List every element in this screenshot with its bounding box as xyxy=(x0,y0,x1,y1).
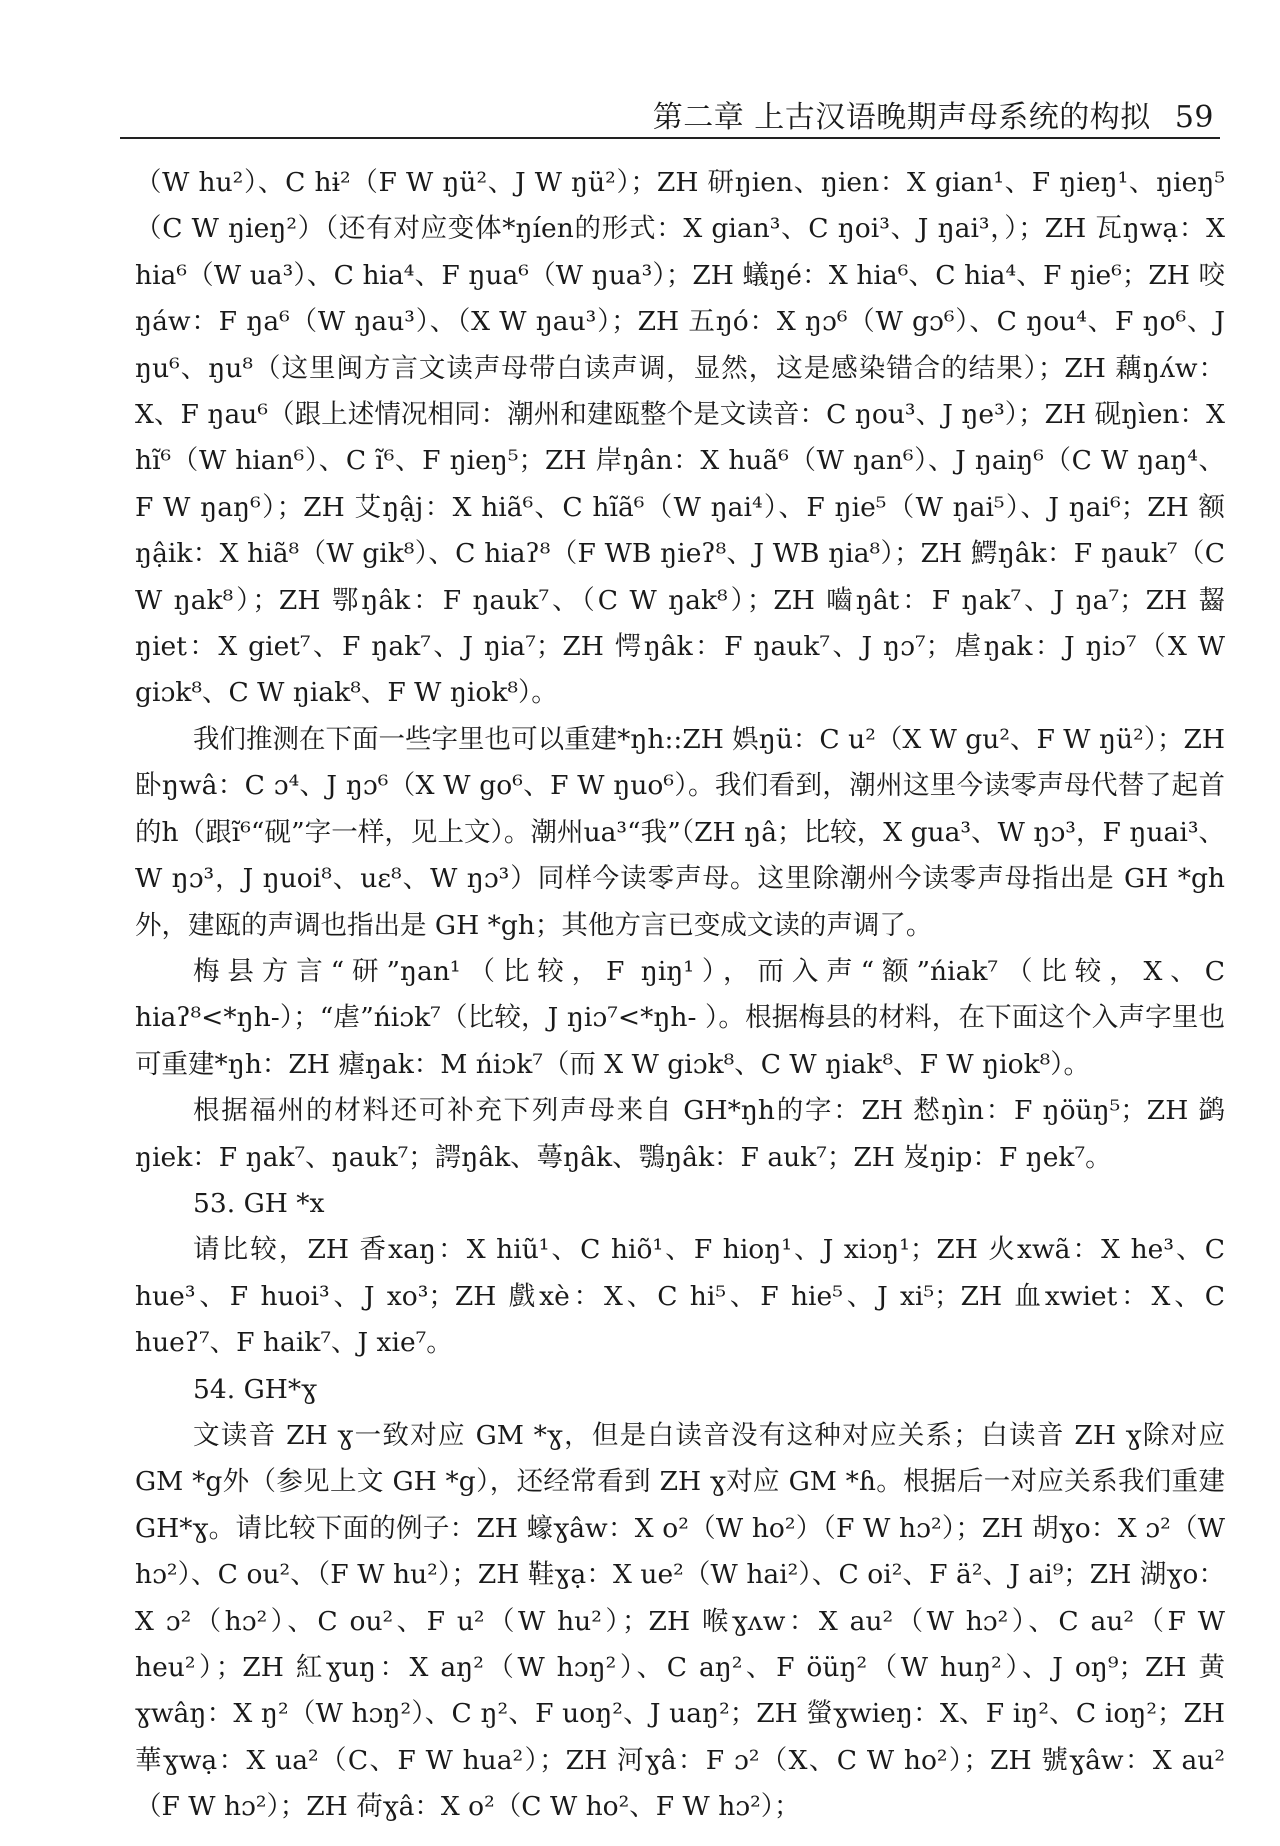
paragraph-meixian: 梅县方言“研”ŋan¹（比较，F ŋiŋ¹），而入声“额”ńiak⁷（比较，X、C hiaʔ⁸<*ŋh-）；“虐”ńiɔk⁷（比较，J ŋiɔ⁷<*ŋh- ）。根据梅县的材料，在下面这个入声字里也可重建*ŋh：ZH 瘧ŋak：M ńiɔk⁷（而 X W giɔk⁸、C W ŋiak⁸、F W ŋiok⁸）。 xyxy=(135,955,1225,1080)
paragraph-ngh-reconstruction: 我们推测在下面一些字里也可以重建*ŋh::ZH 娯ŋü：C u²（X W gu²、F W ŋü²）；ZH 卧ŋwâ：C ɔ⁴、J ŋɔ⁶（X W go⁶、F W ŋuo⁶）。我们看到，潮州这里今读零声母代替了起首的h（跟ĩ⁶“砚”字一样，见上文）。潮州ua³“我”（ZH ŋâ；比较，X gua³、W ŋɔ³，F ŋuai³、W ŋɔ³，J ŋuoi⁸、uɛ⁸、W ŋɔ³）同样今读零声母。这里除潮州今读零声母指出是 GH *gh外，建瓯的声调也指出是 GH *gh；其他方言已变成文读的声调了。 xyxy=(135,723,1225,941)
page-number: 59 xyxy=(1174,100,1214,135)
running-header xyxy=(653,92,1214,136)
paragraph-gh-x: 请比较，ZH 香xaŋ：X hiũ¹、C hiõ¹、F hioŋ¹、J xiɔŋ¹；ZH 火xwã：X he³、C hue³、F huoi³、J xo³；ZH 戲xè：X、C hi⁵、F hie⁵、J xi⁵；ZH 血xwiet：X、C hueʔ⁷、F haik⁷、J xie⁷。 xyxy=(135,1234,1225,1359)
paragraph-fuzhou: 根据福州的材料还可补充下列声母来自 GH*ŋh的字：ZH 慭ŋìn：F ŋöüŋ⁵；ZH 鹢ŋiek：F ŋak⁷、ŋauk⁷；諤ŋâk、蕚ŋâk、鶚ŋâk：F auk⁷；ZH 岌ŋip：F ŋek⁷。 xyxy=(135,1095,1225,1173)
body-text xyxy=(135,160,1225,1831)
section-heading-53: 53. GH *x xyxy=(193,1187,325,1219)
paragraph-gh-gamma: 文读音 ZH ɣ一致对应 GM *ɣ，但是白读音没有这种对应关系；白读音 ZH ɣ除对应 GM *g外（参见上文 GH *g），还经常看到 ZH ɣ对应 GM *ɦ。根据后一对应关系我们重建 GH*ɣ。请比较下面的例子：ZH 蠔ɣâw：X o²（W ho²）（F W hɔ²）；ZH 胡ɣo：X ɔ²（W hɔ²）、C ou²、（F W hu²）；ZH 鞋ɣạ：X ue²（W hai²）、C oi²、F ä²、J ai⁹；ZH 湖ɣo：X ɔ²（hɔ²）、C ou²、F u²（W hu²）；ZH 喉ɣʌw：X au²（W hɔ²）、C au²（F W heu²）；ZH 紅ɣuŋ：X aŋ²（W hɔŋ²）、C aŋ²、F öüŋ²（W huŋ²）、J oŋ⁹；ZH 黄ɣwâŋ：X ŋ²（W hɔŋ²）、C ŋ²、F uoŋ²、J uaŋ²；ZH 螢ɣwieŋ：X、F iŋ²、C ioŋ²；ZH 華ɣwạ：X ua²（C、F W hua²）；ZH 河ɣâ：F ɔ²（X、C W ho²）；ZH 號ɣâw：X au²（F W hɔ²）；ZH 荷ɣâ：X o²（C W ho²、F W hɔ²）； xyxy=(135,1419,1225,1823)
header-rule xyxy=(120,137,1220,139)
chapter-title: 第二章 上古汉语晚期声母系统的构拟 xyxy=(652,100,1151,135)
paragraph-continued: （W hu²）、C hɨ²（F W ŋü²、J W ŋü²）；ZH 研ŋien、ŋien：X gian¹、F ŋieŋ¹、ŋieŋ⁵（C W ŋieŋ²）（还有对应变体*ŋíen的形式：X gian³、C ŋoi³、J ŋai³，）；ZH 瓦ŋwạ：X hia⁶（W ua³）、C hia⁴、F ŋua⁶（W ŋua³）；ZH 蟻ŋé：X hia⁶、C hia⁴、F ŋie⁶；ZH 咬ŋáw：F ŋa⁶（W ŋau³）、（X W ŋau³）；ZH 五ŋó：X ŋɔ⁶（W gɔ⁶）、C ŋou⁴、F ŋo⁶、J ŋu⁶、ŋu⁸（这里闽方言文读声母带白读声调，显然，这是感染错合的结果）；ZH 藕ŋʌ́w：X、F ŋau⁶（跟上述情况相同：潮州和建瓯整个是文读音：C ŋou³、J ŋe³）；ZH 砚ŋìen：X hĩ⁶（W hian⁶）、C ĩ⁶、F ŋieŋ⁵；ZH 岸ŋân：X huã⁶（W ŋan⁶）、J ŋaiŋ⁶（C W ŋaŋ⁴、F W ŋaŋ⁶）；ZH 艾ŋậj：X hiã⁶、C hĩã⁶（W ŋai⁴）、F ŋie⁵（W ŋai⁵）、J ŋai⁶；ZH 额ŋậik：X hiã⁸（W gik⁸）、C hiaʔ⁸（F WB ŋieʔ⁸、J WB ŋia⁸）；ZH 鰐ŋâk：F ŋauk⁷（C W ŋak⁸）；ZH 鄂ŋâk：F ŋauk⁷、（C W ŋak⁸）；ZH 嚙ŋât：F ŋak⁷、J ŋa⁷；ZH 齧ŋiet：X giet⁷、F ŋak⁷、J ŋia⁷；ZH 愕ŋâk：F ŋauk⁷、J ŋɔ⁷；虐ŋak：J ŋiɔ⁷（X W giɔk⁸、C W ŋiak⁸、F W ŋiok⁸）。 xyxy=(135,167,1225,709)
section-heading-54: 54. GH*ɣ xyxy=(193,1373,317,1405)
